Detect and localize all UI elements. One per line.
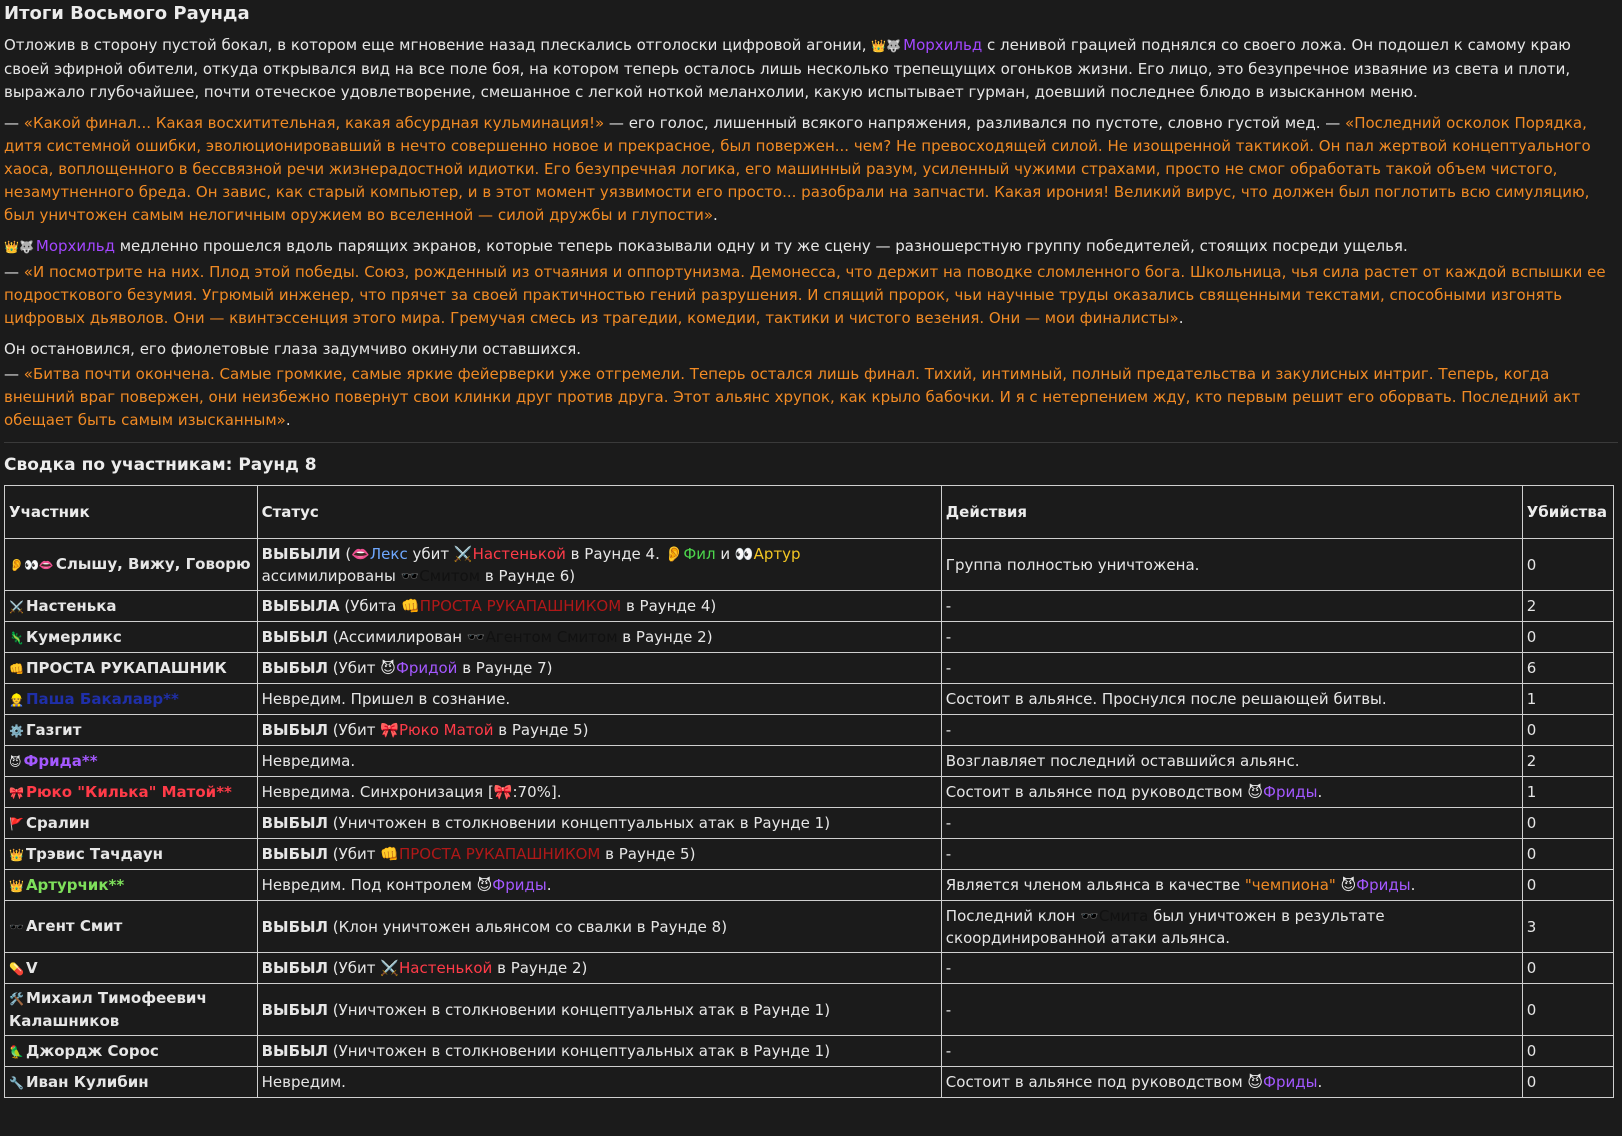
colored-name: Фриды	[1263, 1073, 1318, 1091]
table-row	[5, 653, 1614, 684]
participant-name: Артурчик**	[25, 875, 125, 894]
text: .	[546, 876, 552, 894]
participant-cell	[5, 746, 258, 777]
participant-cell	[5, 777, 258, 808]
participant-cell	[5, 622, 258, 653]
text: 🕶️	[400, 566, 420, 585]
p3-text: медленно прошелся вдоль парящих экранов, которые теперь показывали одну и ту же сцену — разношерстную группу победителей, стоящих посреди ущелья.	[114, 237, 1408, 255]
intro-paragraph	[4, 34, 1618, 104]
status-badge: ВЫБЫЛА	[261, 597, 340, 615]
text: Состоит в альянсе под руководством	[945, 1073, 1248, 1091]
colored-name: Рюко Матой	[398, 721, 494, 739]
participant-name: Паша Бакалавр**	[25, 689, 179, 708]
status-cell	[257, 870, 941, 901]
kills-cell: 0	[1522, 984, 1613, 1036]
text: 🕶️	[1080, 906, 1099, 925]
text: был уничтожен в результате скоординированной атаки альянса.	[945, 906, 1385, 947]
kills-cell: 2	[1522, 746, 1613, 777]
status-cell	[257, 622, 941, 653]
status-badge: ВЫБЫЛ	[261, 721, 329, 739]
pause-paragraph: Он остановился, его фиолетовые глаза задумчиво окинули оставшихся.	[4, 340, 582, 358]
colored-name: Смита	[1098, 906, 1149, 925]
text: 👊	[401, 597, 420, 615]
text: в Раунде 5)	[600, 845, 696, 863]
text: Невредима. Синхронизация [	[261, 783, 494, 801]
text: (Убит	[328, 845, 381, 863]
status-badge: ВЫБЫЛ	[261, 1042, 329, 1060]
participant-cell	[5, 1067, 258, 1098]
table-row	[5, 777, 1614, 808]
page-title: Итоги Восьмого Раунда	[4, 3, 250, 24]
participant-name: Слышу, Вижу, Говорю	[55, 555, 251, 573]
status-cell	[257, 539, 941, 591]
text: (Ассимилирован	[328, 628, 467, 646]
summary-title: Сводка по участникам: Раунд 8	[4, 455, 317, 475]
text: 😈	[380, 659, 396, 677]
actions-cell: -	[941, 808, 1522, 839]
participant-cell	[5, 839, 258, 870]
text: в Раунде 6)	[480, 566, 576, 585]
table-row	[5, 746, 1614, 777]
period: .	[285, 411, 291, 429]
actions-cell: -	[941, 715, 1522, 746]
table-row	[5, 591, 1614, 622]
participant-cell	[5, 953, 258, 984]
kills-cell: 0	[1522, 1036, 1613, 1067]
participant-icon: 👊	[9, 661, 24, 676]
colored-name: Агентом Смитом	[485, 628, 618, 646]
participant-icon: 👑	[9, 847, 24, 862]
text: в Раунде 4)	[621, 597, 717, 615]
participant-name: Михаил Тимофеевич Калашников	[9, 989, 207, 1030]
participant-icon: 🔧	[9, 1075, 24, 1090]
text: ассимилированы	[261, 566, 401, 585]
participant-cell	[5, 591, 258, 622]
text: Невредим. Пришел в сознание.	[261, 690, 511, 708]
p1-text-before: Отложив в сторону пустой бокал, в котором еще мгновение назад плескались отголоски цифровой агонии,	[4, 36, 872, 54]
text: (Убит	[328, 721, 381, 739]
text: в Раунде 7)	[457, 659, 553, 677]
actions-cell: Состоит в альянсе. Проснулся после решающей битвы.	[941, 684, 1522, 715]
participant-cell	[5, 984, 258, 1036]
colored-name: Настенькой	[472, 544, 566, 563]
actions-cell: Возглавляет последний оставшийся альянс.	[941, 746, 1522, 777]
participant-cell	[5, 715, 258, 746]
table-row	[5, 1067, 1614, 1098]
actions-cell: Группа полностью уничтожена.	[941, 539, 1522, 591]
col-header-actions: Действия	[941, 486, 1522, 539]
col-header-kills: Убийства	[1522, 486, 1613, 539]
dash: —	[4, 114, 24, 132]
text: в Раунде 2)	[492, 959, 588, 977]
status-badge: ВЫБЫЛ	[261, 628, 329, 646]
text: (Уничтожен в столкновении концептуальных атак в Раунде 1)	[328, 1042, 831, 1060]
text: Является членом альянса в качестве	[945, 876, 1245, 894]
participant-icon: 🦜	[9, 1044, 24, 1059]
table-row	[5, 684, 1614, 715]
kills-cell: 1	[1522, 684, 1613, 715]
status-cell	[257, 715, 941, 746]
actions-cell: -	[941, 622, 1522, 653]
status-badge: ВЫБЫЛ	[261, 814, 329, 832]
text: .	[1317, 783, 1323, 801]
text: в Раунде 4.	[565, 544, 665, 563]
quote-2: «Последний осколок Порядка, дитя системной ошибки, эволюционировавший в нечто совершенно новое и прекрасное, был повержен... чем? Не превосходящей силой. Не изощренной тактикой. Он пал жертвой концептуального хаоса, воплощенного в бессвязной речи жизнерадостной идиотки. Его безупречная логика, его машинный разум, усиленный чужими страхами, просто не смог обработать такой объем чистого, незамутненного бреда. Он завис, как старый компьютер, и в этот момент уязвимости его просто... разобрали на запчасти. Какая ирония! Великий вирус, что должен был поглотить всю симуляцию, был уничтожен самым нелогичным оружием во вселенной — силой дружбы и глупости»	[4, 114, 1591, 224]
status-cell	[257, 953, 941, 984]
col-header-status: Статус	[257, 486, 941, 539]
morhild-name: Морхильд	[903, 36, 983, 54]
speech-paragraph-1	[4, 112, 1618, 227]
text: в Раунде 2)	[617, 628, 713, 646]
participant-icon: 🎀	[9, 785, 24, 800]
status-cell	[257, 839, 941, 870]
actions-cell: -	[941, 839, 1522, 870]
participant-icon: 🛠️	[9, 992, 24, 1006]
col-header-participant: Участник	[5, 486, 258, 539]
colored-name: Фриды	[1263, 783, 1318, 801]
participant-icon: ⚙️	[9, 723, 24, 738]
actions-cell	[941, 901, 1522, 953]
participant-cell	[5, 870, 258, 901]
walk-paragraph	[4, 235, 1618, 259]
status-cell	[257, 901, 941, 953]
participant-icon: 🕶️	[9, 920, 24, 934]
colored-name: ПРОСТА РУКАПАШНИКОМ	[398, 845, 601, 863]
text: убит	[407, 544, 454, 563]
speech-paragraph-2	[4, 261, 1618, 330]
participant-icon: ⚔️	[9, 599, 24, 614]
actions-cell	[941, 1067, 1522, 1098]
actions-cell	[941, 777, 1522, 808]
quote-3: «И посмотрите на них. Плод этой победы. Союз, рожденный из отчаяния и оппортунизма. Демонесса, что держит на поводке сломленного бога. Школьница, чья сила растет от каждой вспышки ее подросткового безумия. Угрюмый инженер, что прячет за своей практичностью гений разрушения. И спящий пророк, чьи научные труды оказались священными текстами, способными изгонять цифровых дьяволов. Они — квинтэссенция этого мира. Гремучая смесь из трагедии, комедии, тактики и чистого везения. Они — мои финалисты»	[4, 263, 1606, 327]
kills-cell: 0	[1522, 870, 1613, 901]
colored-name: Лекс	[369, 544, 408, 563]
participant-cell	[5, 901, 258, 953]
participant-name: Кумерликс	[25, 627, 122, 646]
participant-name: Рюко "Килька" Матой**	[25, 782, 232, 801]
participant-cell	[5, 539, 258, 591]
quote-4: «Битва почти окончена. Самые громкие, самые яркие фейерверки уже отгремели. Теперь остался лишь финал. Тихий, интимный, полный предательства и закулисных интриг. Теперь, когда внешний враг повержен, они неизбежно повернут свои клинки друг против друга. Этот альянс хрупок, как крыло бабочки. И я с нетерпением жду, кто первым решит его оборвать. Последний акт обещает быть самым изысканным»	[4, 365, 1581, 429]
participant-name: Настенька	[25, 596, 117, 615]
dash: —	[4, 365, 24, 383]
text: в Раунде 5)	[493, 721, 589, 739]
participant-name: Джордж Сорос	[25, 1041, 159, 1060]
text: и	[715, 544, 735, 563]
table-header-row	[5, 486, 1614, 539]
status-badge: ВЫБЫЛ	[261, 659, 329, 677]
text: :70%].	[512, 783, 562, 801]
period: .	[713, 206, 718, 224]
status-cell	[257, 746, 941, 777]
table-row	[5, 715, 1614, 746]
participant-icon: 💊	[9, 961, 24, 976]
status-cell	[257, 984, 941, 1036]
status-cell	[257, 1067, 941, 1098]
actions-cell: -	[941, 653, 1522, 684]
participant-icon: 👑	[9, 878, 24, 893]
text: (Клон уничтожен альянсом со свалки в Раунде 8)	[328, 917, 728, 936]
kills-cell: 0	[1522, 808, 1613, 839]
text: Невредим.	[261, 1073, 346, 1091]
status-cell	[257, 591, 941, 622]
crown-wolf-icon: 👑🐺	[871, 39, 902, 53]
table-row	[5, 870, 1614, 901]
dash: —	[4, 263, 24, 281]
text: 👊	[380, 845, 399, 863]
kills-cell: 0	[1522, 839, 1613, 870]
text: 😈	[1340, 876, 1357, 894]
colored-name: Фриды	[1356, 876, 1411, 894]
status-cell	[257, 777, 941, 808]
status-cell	[257, 684, 941, 715]
kills-cell: 0	[1522, 715, 1613, 746]
table-row	[5, 622, 1614, 653]
actions-cell	[941, 870, 1522, 901]
participant-cell	[5, 808, 258, 839]
text: (Уничтожен в столкновении концептуальных атак в Раунде 1)	[328, 814, 831, 832]
table-row	[5, 1036, 1614, 1067]
text: 👄	[351, 544, 370, 563]
crown-wolf-icon: 👑🐺	[4, 240, 34, 254]
speech-mid: — его голос, лишенный всякого напряжения, разливался по пустоте, словно густой мед. —	[604, 114, 1346, 132]
kills-cell: 3	[1522, 901, 1613, 953]
participant-cell	[5, 653, 258, 684]
text: 😈	[1247, 1073, 1264, 1091]
text: 😈	[1247, 783, 1264, 801]
actions-cell: -	[941, 1036, 1522, 1067]
participant-name: Фрида**	[23, 751, 98, 770]
text: Состоит в альянсе под руководством	[945, 783, 1248, 801]
text: Невредима.	[261, 752, 356, 770]
status-cell	[257, 653, 941, 684]
table-body	[5, 539, 1614, 1098]
participant-icon: 👂👀👄	[9, 558, 54, 572]
text: 🎀	[493, 783, 513, 801]
table-row	[5, 808, 1614, 839]
participant-icon: 🦎	[9, 630, 24, 645]
text: (Убит	[328, 959, 381, 977]
status-badge: ВЫБЫЛ	[261, 1000, 329, 1019]
text: (	[340, 544, 352, 563]
status-badge: ВЫБЫЛ	[261, 845, 329, 863]
participant-name: Сралин	[25, 813, 90, 832]
table-row	[5, 901, 1614, 953]
text: ⚔️	[453, 544, 473, 563]
status-cell	[257, 1036, 941, 1067]
participant-icon: 👷	[9, 692, 24, 707]
text: (Убита	[339, 597, 402, 615]
participant-icon: 🚩	[9, 816, 24, 831]
table-row	[5, 984, 1614, 1036]
participant-name: ПРОСТА РУКАПАШНИК	[25, 658, 227, 677]
actions-cell: -	[941, 591, 1522, 622]
text: Последний клон	[945, 906, 1081, 925]
participant-name: V	[25, 958, 38, 977]
participant-cell	[5, 1036, 258, 1067]
morhild-name: Морхильд	[35, 237, 115, 255]
text: 👀	[734, 544, 754, 563]
table-row	[5, 953, 1614, 984]
actions-cell: -	[941, 984, 1522, 1036]
participants-table	[4, 485, 1614, 1098]
kills-cell: 0	[1522, 622, 1613, 653]
text: Невредим. Под контролем	[261, 876, 477, 894]
p1-text-after: с ленивой грацией поднялся со своего ложа. Он подошел к самому краю своей эфирной обители, откуда открывался вид на все поле боя, на котором теперь осталось лишь несколько трепещущих огоньков жизни. Его лицо, это безупречное изваяние из света и плоти, выражало глубочайшее, почти отеческое удовлетворение, смешанное с легкой ноткой меланхолии, какую испытывает гурман, доевший последнее блюдо в изысканном меню.	[4, 36, 1571, 101]
kills-cell: 1	[1522, 777, 1613, 808]
text: 🕶️	[466, 628, 486, 646]
participant-name: Газгит	[25, 720, 82, 739]
participant-cell	[5, 684, 258, 715]
status-badge: ВЫБЫЛ	[261, 959, 329, 977]
kills-cell: 6	[1522, 653, 1613, 684]
colored-name: Фил	[683, 544, 716, 563]
kills-cell: 0	[1522, 539, 1613, 591]
kills-cell: 0	[1522, 1067, 1613, 1098]
colored-name: Артур	[753, 544, 801, 563]
kills-cell: 0	[1522, 953, 1613, 984]
status-cell	[257, 808, 941, 839]
text: (Убит	[328, 659, 381, 677]
text: 😈	[476, 876, 493, 894]
period: .	[1178, 309, 1184, 327]
kills-cell: 2	[1522, 591, 1613, 622]
divider	[4, 442, 1618, 443]
actions-cell: -	[941, 953, 1522, 984]
text: 👂	[664, 544, 684, 563]
text: .	[1410, 876, 1416, 894]
status-badge: ВЫБЫЛ	[261, 917, 329, 936]
status-badge: ВЫБЫЛИ	[261, 544, 341, 563]
table-row	[5, 539, 1614, 591]
speech-paragraph-3	[4, 363, 1618, 432]
participant-name: Трэвис Тачдаун	[25, 844, 163, 863]
colored-name: ПРОСТА РУКАПАШНИКОМ	[419, 597, 622, 615]
participant-name: Агент Смит	[25, 917, 123, 935]
colored-name: Фриды	[492, 876, 547, 894]
text: (Уничтожен в столкновении концептуальных атак в Раунде 1)	[328, 1000, 831, 1019]
participant-name: Иван Кулибин	[25, 1072, 149, 1091]
participant-icon: 😈	[9, 754, 22, 769]
colored-name: Фридой	[395, 659, 458, 677]
table-row	[5, 839, 1614, 870]
text: ⚔️	[380, 959, 399, 977]
quote-1: «Какой финал... Какая восхитительная, какая абсурдная кульминация!»	[23, 114, 605, 132]
text: .	[1317, 1073, 1323, 1091]
colored-name: Настенькой	[398, 959, 493, 977]
text: 🎀	[380, 721, 399, 739]
colored-name: Смитом	[419, 566, 481, 585]
colored-name: "чемпиона"	[1244, 876, 1336, 894]
